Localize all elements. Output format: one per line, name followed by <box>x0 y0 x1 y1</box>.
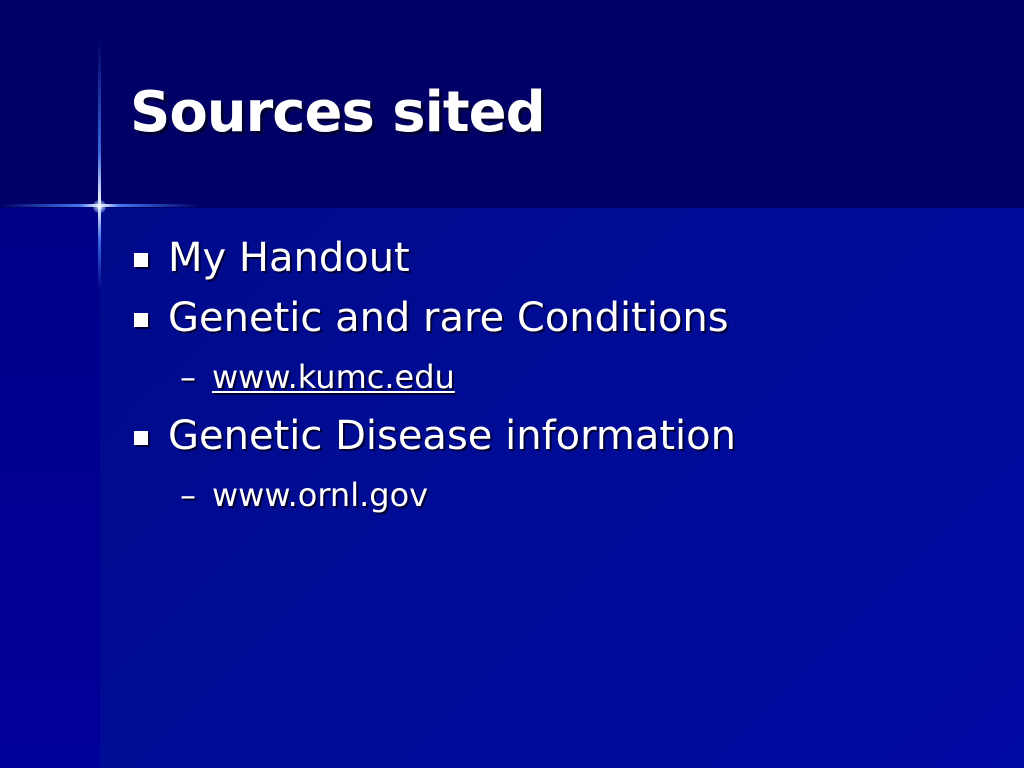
sub-item-kumc <box>130 348 736 406</box>
bullet-item-my-handout <box>130 228 736 288</box>
ornl-url-text: www.ornl.gov <box>212 476 429 514</box>
slide-title: Sources sited <box>130 80 545 145</box>
bullet-item-genetic-disease-info <box>130 406 736 466</box>
square-bullet-icon <box>134 431 148 445</box>
bullet-text: Genetic and rare Conditions <box>168 295 729 341</box>
bullet-text: My Handout <box>168 235 410 281</box>
dash-marker: – <box>180 476 196 514</box>
dash-marker: – <box>180 358 196 396</box>
sub-item-ornl <box>130 466 736 524</box>
sparkle-vertical-ray <box>98 40 101 290</box>
square-bullet-icon <box>134 253 148 267</box>
sparkle-icon <box>93 200 106 213</box>
bullet-text: Genetic Disease information <box>168 413 736 459</box>
left-margin-band <box>0 208 100 768</box>
bullet-item-genetic-rare-conditions <box>130 288 736 348</box>
kumc-link[interactable]: www.kumc.edu <box>212 358 455 396</box>
square-bullet-icon <box>134 313 148 327</box>
bullet-list <box>130 228 736 524</box>
